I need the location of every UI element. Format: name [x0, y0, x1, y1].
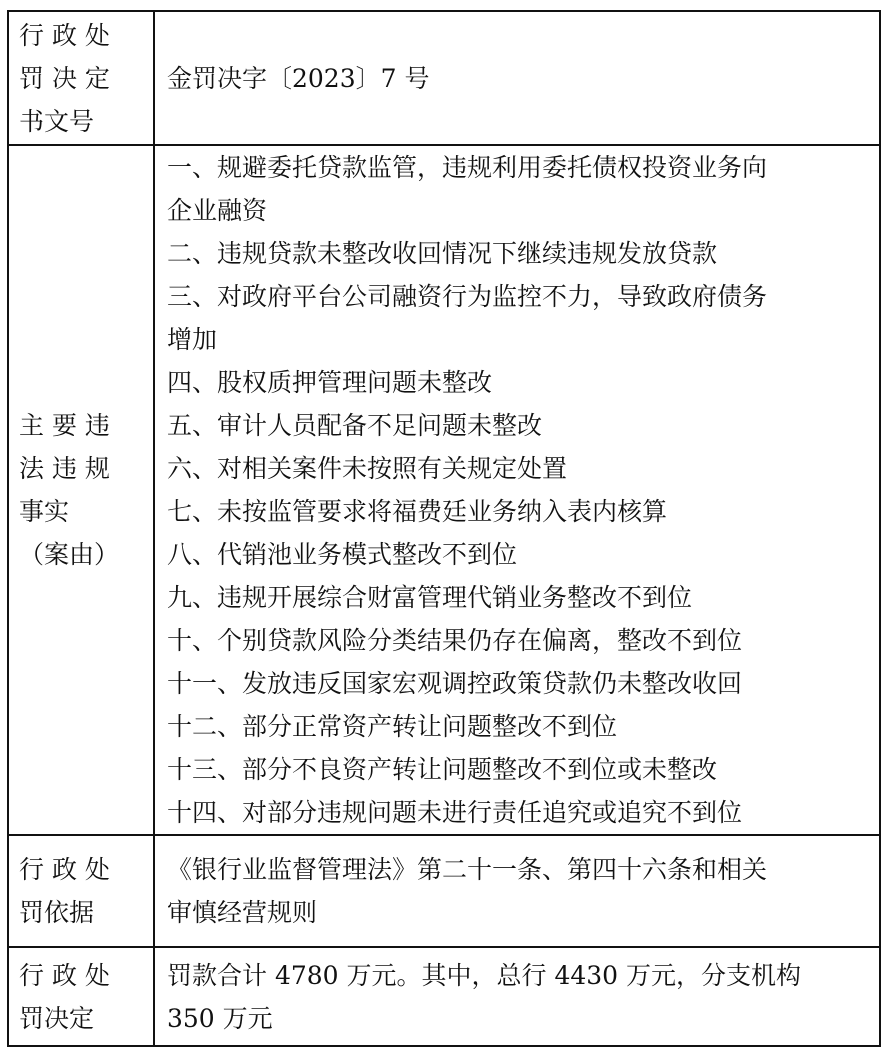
content-line: 罚款合计 4780 万元。其中，总行 4430 万元，分支机构 — [167, 960, 802, 990]
content-line: 企业融资 — [167, 196, 268, 225]
content-line: 二、违规贷款未整改收回情况下继续违规发放贷款 — [167, 239, 718, 268]
content-line: 350 万元 — [167, 1003, 273, 1033]
label-line: 罚决定 — [19, 1003, 95, 1033]
row-content — [154, 145, 880, 835]
label-line: 主 要 违 — [19, 411, 110, 440]
content-line: 审慎经营规则 — [167, 898, 318, 927]
content-line: 八、代销池业务模式整改不到位 — [167, 540, 518, 569]
row-penalty-basis — [8, 835, 880, 947]
label-line: 罚依据 — [19, 898, 95, 927]
row-label — [8, 11, 154, 145]
row-content — [154, 947, 880, 1046]
label-line: 行 政 处 — [19, 960, 110, 990]
content-line: 六、对相关案件未按照有关规定处置 — [167, 454, 568, 483]
label-line: 行 政 处 — [19, 855, 110, 884]
row-label — [8, 835, 154, 947]
row-content — [154, 835, 880, 947]
label-line: 书文号 — [19, 106, 95, 136]
content-line: 十一、发放违反国家宏观调控政策贷款仍未整改收回 — [167, 669, 743, 698]
content-line: 九、违规开展综合财富管理代销业务整改不到位 — [167, 583, 693, 612]
label-line: 行 政 处 — [19, 20, 110, 50]
row-penalty-decision — [8, 947, 880, 1046]
label-line: 法 违 规 — [19, 454, 110, 483]
content-line: 十三、部分不良资产转让问题整改不到位或未整改 — [167, 755, 718, 784]
row-label — [8, 947, 154, 1046]
row-decision-number — [8, 11, 880, 145]
row-violation-facts — [8, 145, 880, 835]
content-line: 五、审计人员配备不足问题未整改 — [167, 411, 543, 440]
content-line: 一、规避委托贷款监管，违规利用委托债权投资业务向 — [167, 153, 768, 182]
content-line: 十二、部分正常资产转让问题整改不到位 — [167, 712, 618, 741]
content-line: 金罚决字〔2023〕7 号 — [167, 63, 430, 93]
penalty-table — [7, 10, 881, 1047]
row-label — [8, 145, 154, 835]
label-line: 事实 — [19, 497, 70, 526]
label-line: （案由） — [19, 540, 120, 569]
content-line: 七、未按监管要求将福费廷业务纳入表内核算 — [167, 497, 668, 526]
content-line: 四、股权质押管理问题未整改 — [167, 368, 493, 397]
label-line: 罚 决 定 — [19, 63, 110, 93]
row-content — [154, 11, 880, 145]
content-line: 增加 — [167, 325, 218, 354]
content-line: 《银行业监督管理法》第二十一条、第四十六条和相关 — [167, 855, 768, 884]
content-line: 十四、对部分违规问题未进行责任追究或追究不到位 — [167, 798, 743, 827]
content-line: 十、个别贷款风险分类结果仍存在偏离，整改不到位 — [167, 626, 743, 655]
content-line: 三、对政府平台公司融资行为监控不力，导致政府债务 — [167, 282, 768, 311]
